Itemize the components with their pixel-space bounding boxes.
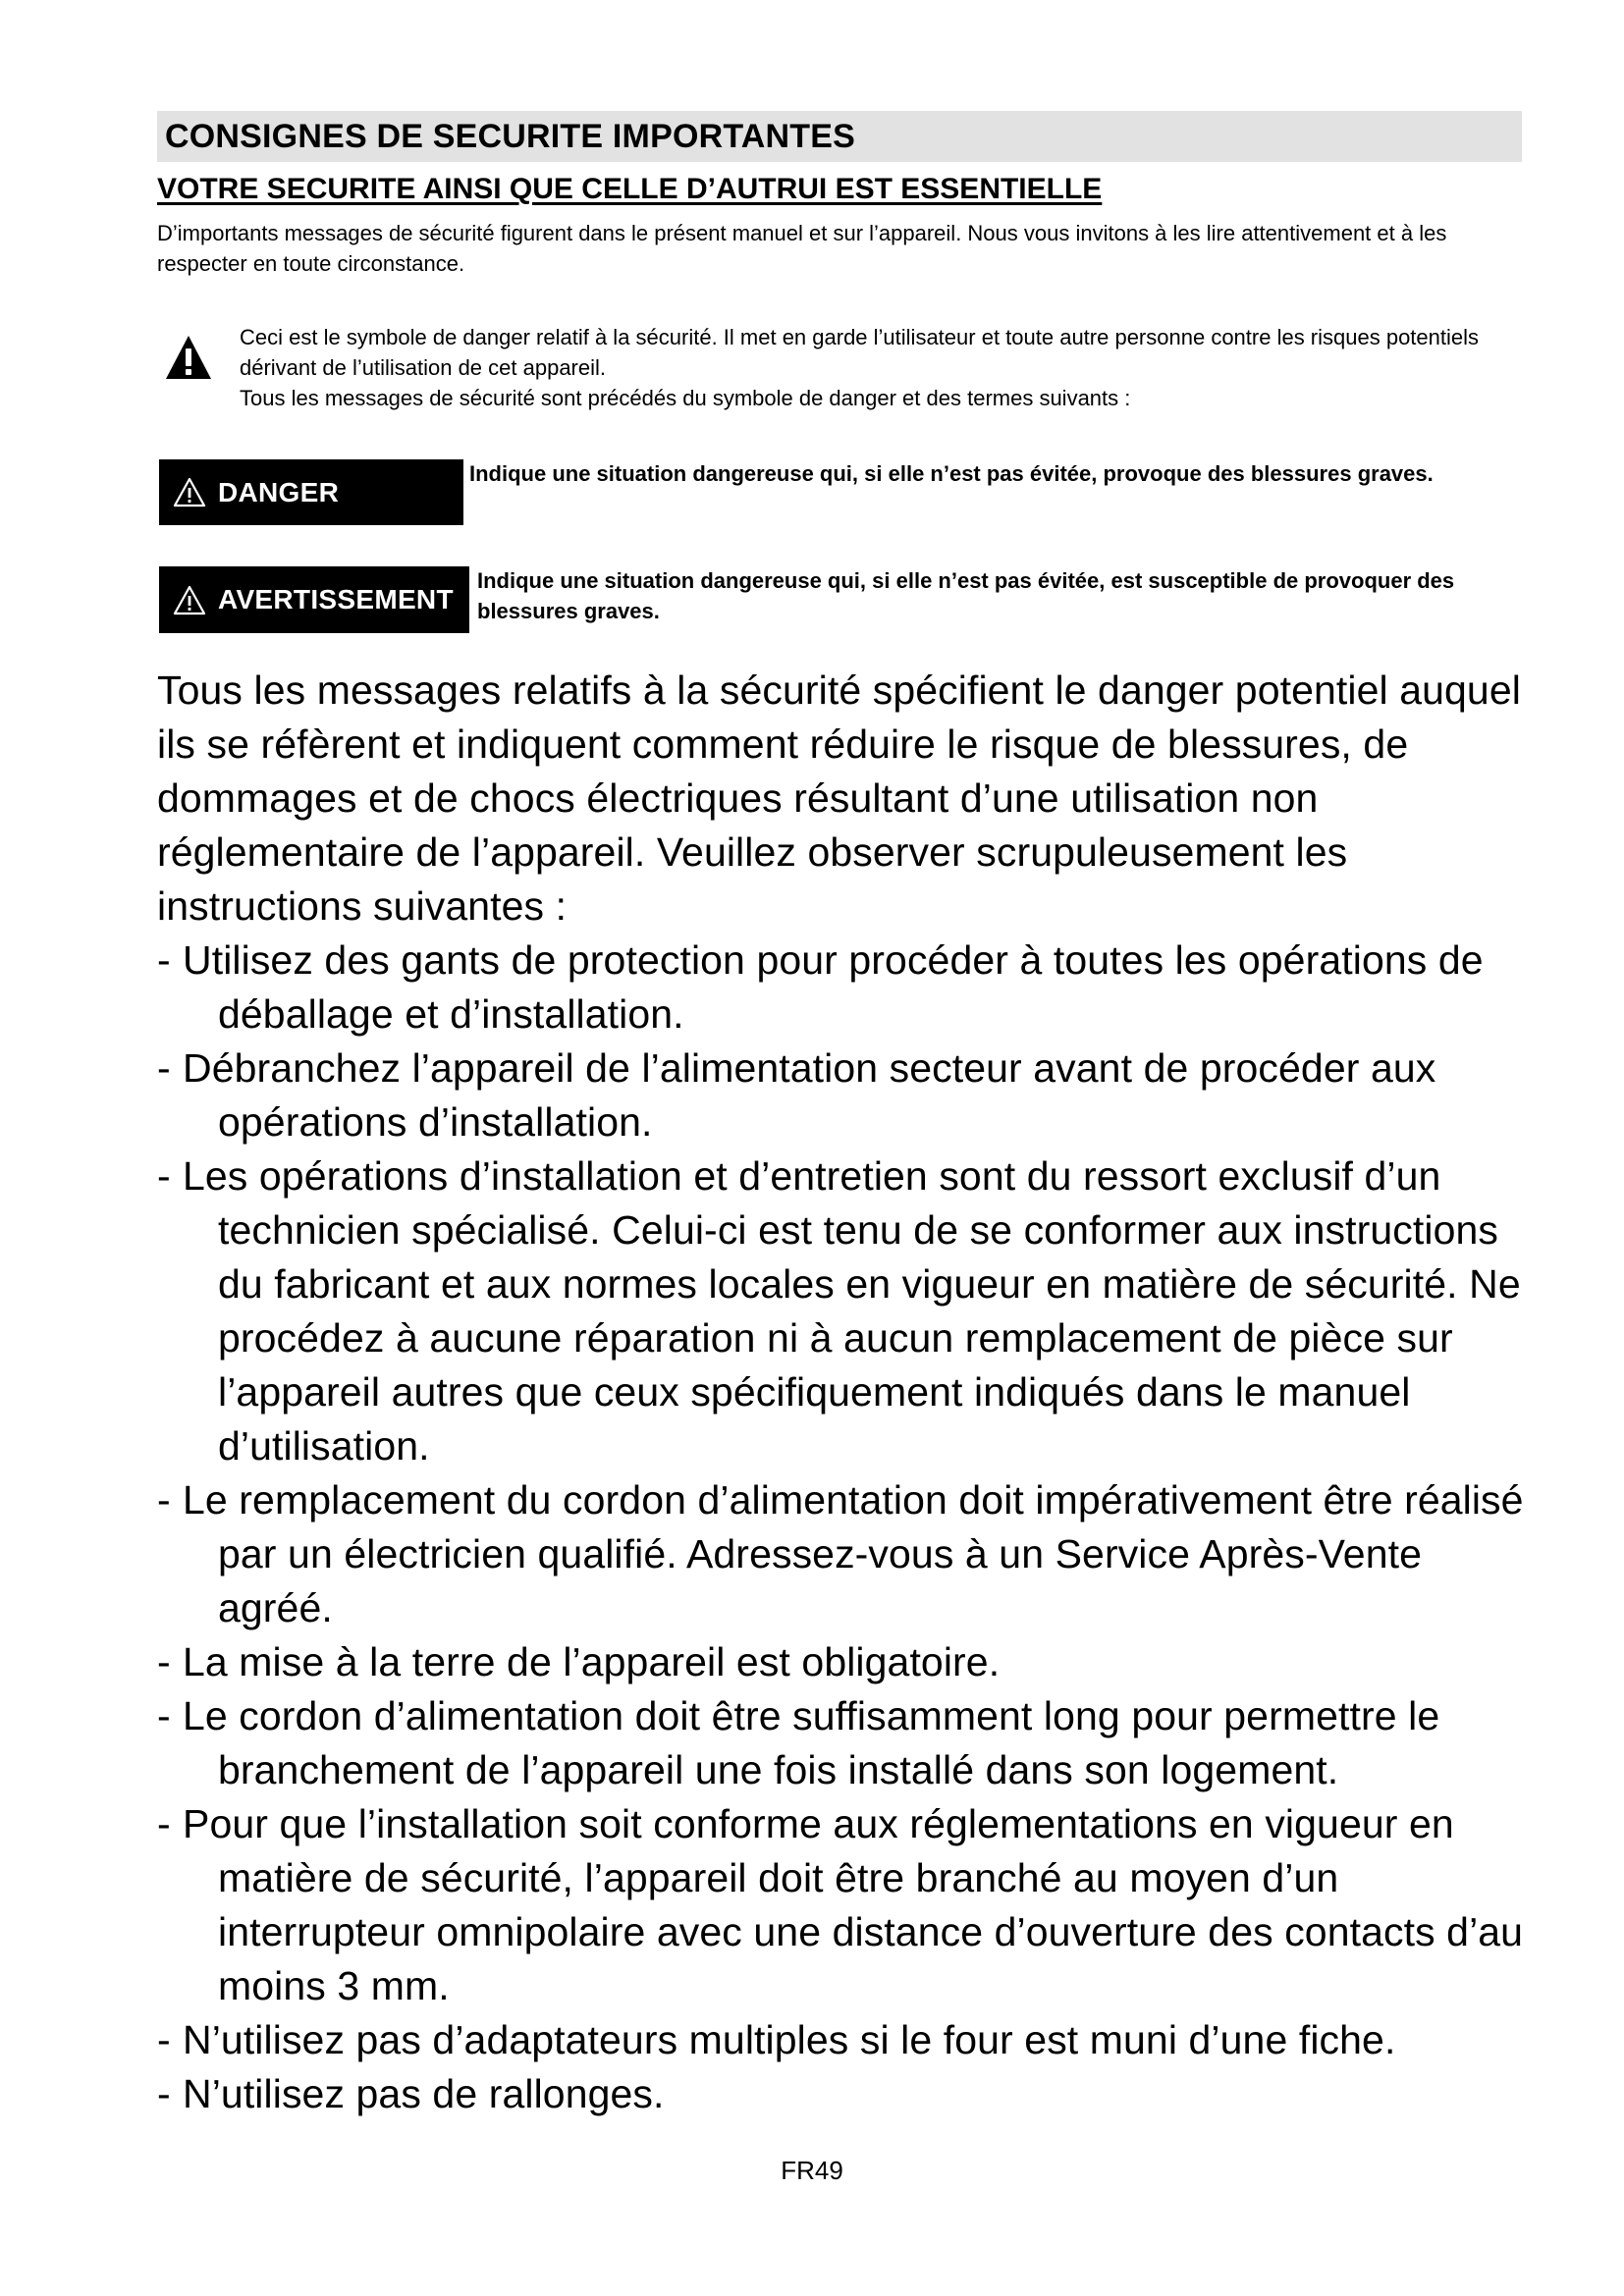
safety-symbol-description: Ceci est le symbole de danger relatif à la sécurité. Il met en garde l’utilisateur et toute autre personne contre les risques potentiels dérivant de l’utilisation de cet appareil. (240, 325, 1480, 380)
list-item (157, 1689, 1532, 1797)
list-item-text: Le cordon d’alimentation doit être suffisamment long pour permettre le branchement de l’appareil une fois installé dans son logement. (183, 1693, 1440, 1792)
list-bullet: - (157, 1477, 171, 1522)
list-item (157, 2067, 1532, 2121)
warning-triangle-icon (173, 477, 206, 507)
list-item (157, 2013, 1532, 2067)
list-bullet: - (157, 1693, 171, 1738)
warning-label-text: AVERTISSEMENT (218, 584, 454, 614)
danger-label (159, 459, 463, 525)
list-item-text: La mise à la terre de l’appareil est obligatoire. (183, 1639, 1001, 1684)
list-bullet: - (157, 937, 171, 983)
list-item-text: Le remplacement du cordon d’alimentation doit impérativement être réalisé par un électricien qualifié. Adressez-vous à un Service Après-Vente agréé. (183, 1477, 1524, 1630)
safety-symbol-text (240, 322, 1526, 413)
page-number: FR49 (781, 2156, 843, 2185)
list-item (157, 934, 1532, 1041)
list-item-text: Pour que l’installation soit conforme aux réglementations en vigueur en matière de sécurité, l’appareil doit être branché au moyen d’un interrupteur omnipolaire avec une distance d’ouverture des contacts d’au moins 3 mm. (183, 1801, 1524, 2008)
list-bullet: - (157, 1045, 171, 1091)
list-item (157, 1149, 1532, 1473)
danger-label-text: DANGER (218, 476, 340, 507)
warning-description: Indique une situation dangereuse qui, si elle n’est pas évitée, est susceptible de provoquer des blessures graves. (477, 568, 1455, 623)
list-bullet: - (157, 2071, 171, 2116)
instructions-intro: Tous les messages relatifs à la sécurité spécifient le danger potentiel auquel ils se réfèrent et indiquent comment réduire le risque de blessures, de dommages et de chocs électriques résultant d’une utilisation non réglementaire de l’appareil. Veuillez observer scrupuleusement les instructions suivantes : (157, 667, 1521, 929)
safety-instructions (157, 664, 1532, 2121)
safety-symbol-note: Tous les messages de sécurité sont précédés du symbole de danger et des termes suivants : (240, 386, 1131, 410)
list-item (157, 1041, 1532, 1149)
list-bullet: - (157, 2017, 171, 2062)
danger-description: Indique une situation dangereuse qui, si elle n’est pas évitée, provoque des blessures graves. (469, 461, 1434, 486)
list-item-text: Utilisez des gants de protection pour procéder à toutes les opérations de déballage et d’installation. (183, 937, 1484, 1037)
list-item-text: Débranchez l’appareil de l’alimentation secteur avant de procéder aux opérations d’installation. (183, 1045, 1436, 1145)
instructions-list (157, 934, 1532, 2121)
list-bullet: - (157, 1801, 171, 1846)
list-item (157, 1473, 1532, 1635)
safety-symbol-block (165, 322, 1530, 420)
list-bullet: - (157, 1153, 171, 1199)
section-title: CONSIGNES DE SECURITE IMPORTANTES (165, 117, 856, 155)
section-title-bar (157, 111, 1522, 162)
list-item (157, 1635, 1532, 1689)
list-item (157, 1797, 1532, 2013)
list-item-text: N’utilisez pas de rallonges. (183, 2071, 665, 2116)
warning-triangle-icon (165, 334, 212, 381)
warning-triangle-icon (173, 585, 206, 615)
warning-label (159, 566, 469, 633)
list-item-text: Les opérations d’installation et d’entretien sont du ressort exclusif d’un technicien spécialisé. Celui-ci est tenu de se conformer aux instructions du fabricant et aux normes locales en vigueur en matière de sécurité. Ne procédez à aucune réparation ni à aucun remplacement de pièce sur l’appareil autres que ceux spécifiquement indiqués dans le manuel d’utilisation. (183, 1153, 1521, 1468)
list-item-text: N’utilisez pas d’adaptateurs multiples si le four est muni d’une fiche. (183, 2017, 1396, 2062)
intro-paragraph: D’importants messages de sécurité figurent dans le présent manuel et sur l’appareil. Nous vous invitons à les lire attentivement et à les respecter en toute circonstance. (157, 221, 1447, 276)
section-subtitle: VOTRE SECURITE AINSI QUE CELLE D’AUTRUI EST ESSENTIELLE (157, 173, 1103, 205)
list-bullet: - (157, 1639, 171, 1684)
